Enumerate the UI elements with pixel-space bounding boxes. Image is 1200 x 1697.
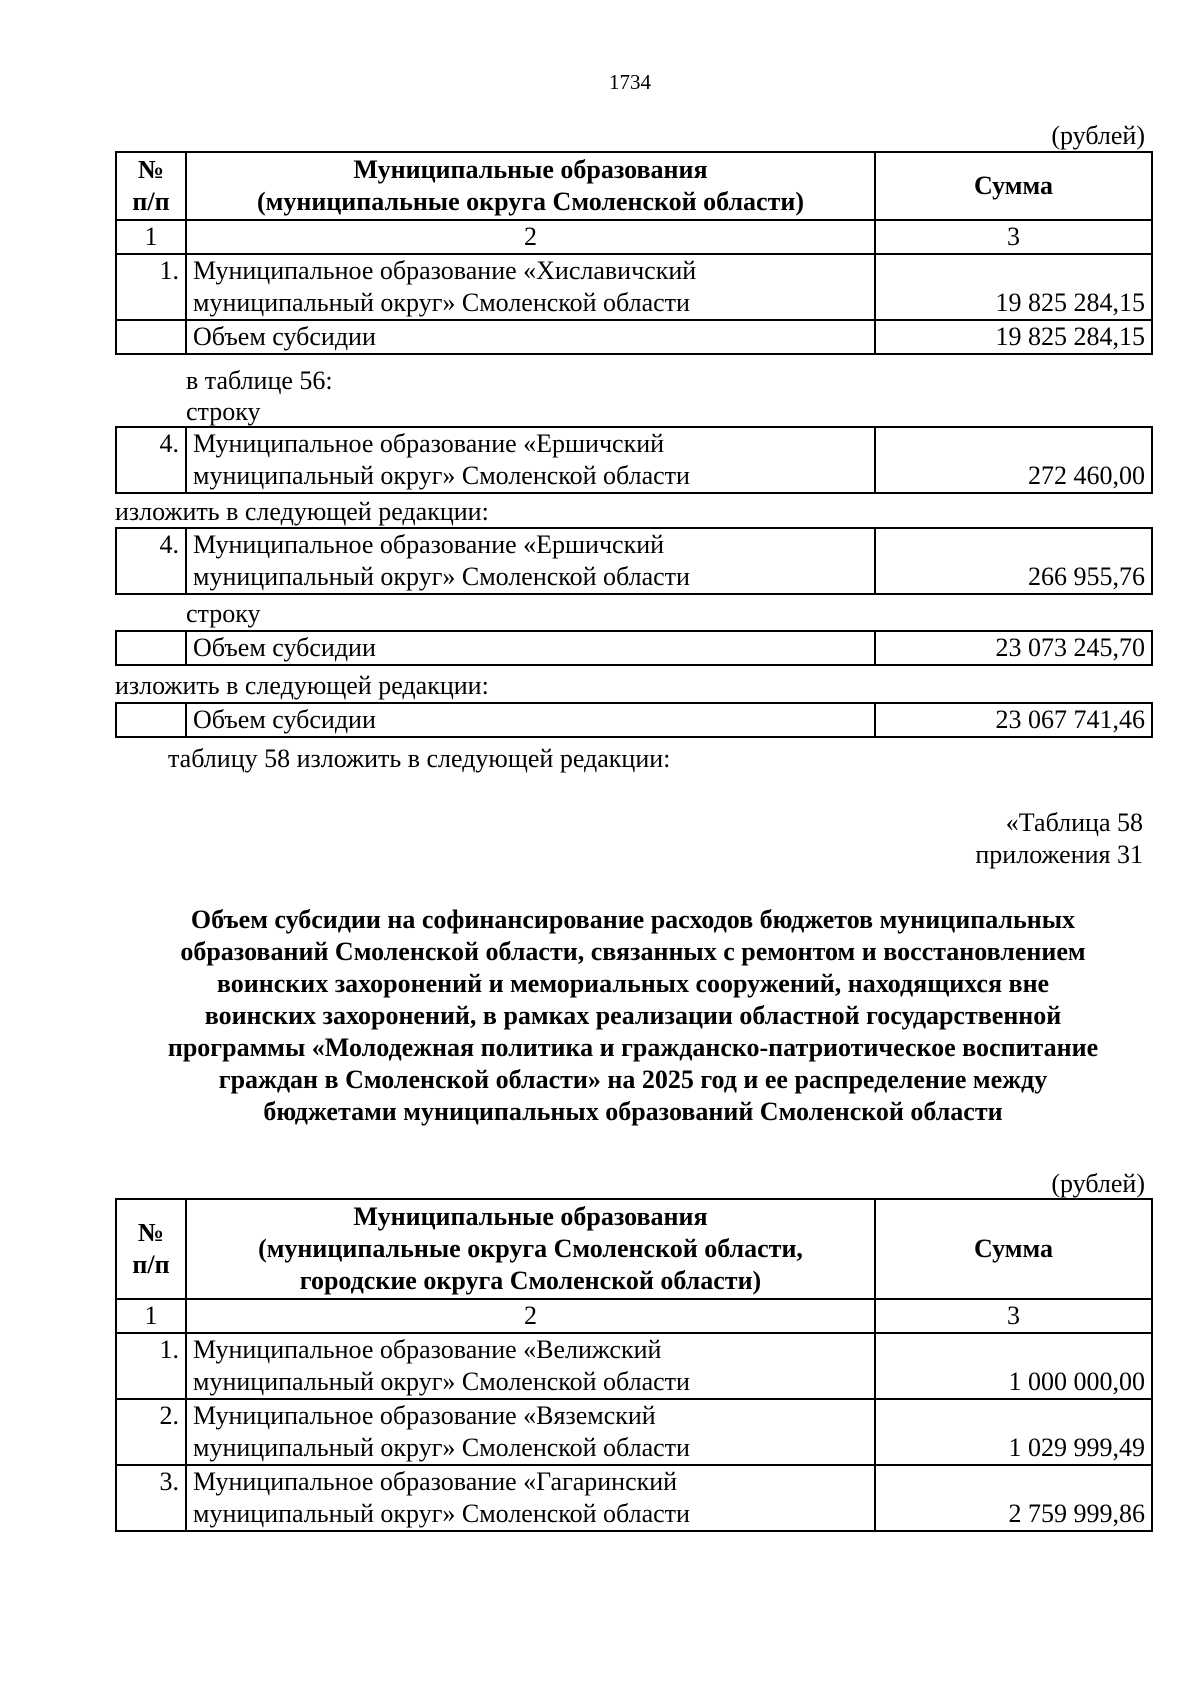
text-line-1: строку <box>186 397 261 426</box>
row-sum: 266 955,76 <box>875 528 1152 594</box>
table-new-total <box>115 702 1153 738</box>
total-row <box>116 320 1152 354</box>
header-sum: Сумма <box>875 152 1152 220</box>
header-sum: Сумма <box>875 1199 1152 1299</box>
total-sum: 23 067 741,46 <box>875 703 1152 737</box>
row-num: 3. <box>116 1465 186 1531</box>
col-number: 3 <box>875 1299 1152 1333</box>
text-replace-2: изложить в следующей редакции: <box>115 671 489 700</box>
header-name: Муниципальные образования (муниципальные округа Смоленской области) <box>186 152 875 220</box>
header-num: № п/п <box>116 1199 186 1299</box>
text-table58: таблицу 58 изложить в следующей редакции: <box>168 744 671 773</box>
table-old-total <box>115 630 1153 666</box>
total-row <box>116 703 1152 737</box>
row-num: 1. <box>116 1333 186 1399</box>
total-label: Объем субсидии <box>186 631 875 665</box>
row-num: 2. <box>116 1399 186 1465</box>
table58-ref-line1: «Таблица 58 <box>1005 808 1143 837</box>
unit-label-bottom: (рублей) <box>1051 1169 1145 1198</box>
table-bottom <box>115 1198 1153 1532</box>
header-num: № п/п <box>116 152 186 220</box>
row-num: 4. <box>116 528 186 594</box>
total-label: Объем субсидии <box>186 320 875 354</box>
row-name: Муниципальное образование «Вяземский муниципальный округ» Смоленской области <box>186 1399 875 1465</box>
document-title: Объем субсидии на софинансирование расходов бюджетов муниципальных образований Смоленской области, связанных с ремонтом и восстановлением воинских захоронений и мемориальных сооружений, находящихся вне воинских захоронений, в рамках реализации областной государственной программы «Молодежная политика и гражданско-патриотическое воспитание граждан в Смоленской области» на 2025 год и ее распределение между бюджетами муниципальных образований Смоленской области <box>167 905 1099 1126</box>
col-number: 3 <box>875 220 1152 254</box>
total-label: Объем субсидии <box>186 703 875 737</box>
table-row <box>116 1333 1152 1399</box>
table-top <box>115 151 1153 355</box>
col-number: 1 <box>116 1299 186 1333</box>
row-name: Муниципальное образование «Велижский муниципальный округ» Смоленской области <box>186 1333 875 1399</box>
total-row <box>116 631 1152 665</box>
row-num: 1. <box>116 254 186 320</box>
column-numbers-row <box>116 1299 1152 1333</box>
row-sum: 1 029 999,49 <box>875 1399 1152 1465</box>
row-sum: 272 460,00 <box>875 427 1152 493</box>
table-row <box>116 1399 1152 1465</box>
page-number: 1734 <box>609 70 651 94</box>
text-replace-1: изложить в следующей редакции: <box>115 497 489 526</box>
unit-label-top: (рублей) <box>1051 121 1145 150</box>
col-number: 2 <box>186 1299 875 1333</box>
row-num: 4. <box>116 427 186 493</box>
table-row <box>116 254 1152 320</box>
col-number: 1 <box>116 220 186 254</box>
table-new-row <box>115 527 1153 595</box>
total-sum: 23 073 245,70 <box>875 631 1152 665</box>
text-table56: в таблице 56: <box>186 366 333 395</box>
row-sum: 1 000 000,00 <box>875 1333 1152 1399</box>
col-number: 2 <box>186 220 875 254</box>
header-name: Муниципальные образования (муниципальные округа Смоленской области, городские округа Смоленской области) <box>186 1199 875 1299</box>
table58-ref-line2: приложения 31 <box>975 840 1143 869</box>
row-sum: 19 825 284,15 <box>875 254 1152 320</box>
table-row <box>116 528 1152 594</box>
row-name: Муниципальное образование «Гагаринский муниципальный округ» Смоленской области <box>186 1465 875 1531</box>
row-sum: 2 759 999,86 <box>875 1465 1152 1531</box>
table-row <box>116 1465 1152 1531</box>
row-name: Муниципальное образование «Хиславичский муниципальный округ» Смоленской области <box>186 254 875 320</box>
table-old-row <box>115 426 1153 494</box>
column-numbers-row <box>116 220 1152 254</box>
text-line-2: строку <box>186 599 261 628</box>
table-row <box>116 427 1152 493</box>
row-name: Муниципальное образование «Ершичский муниципальный округ» Смоленской области <box>186 528 875 594</box>
total-sum: 19 825 284,15 <box>875 320 1152 354</box>
row-name: Муниципальное образование «Ершичский муниципальный округ» Смоленской области <box>186 427 875 493</box>
